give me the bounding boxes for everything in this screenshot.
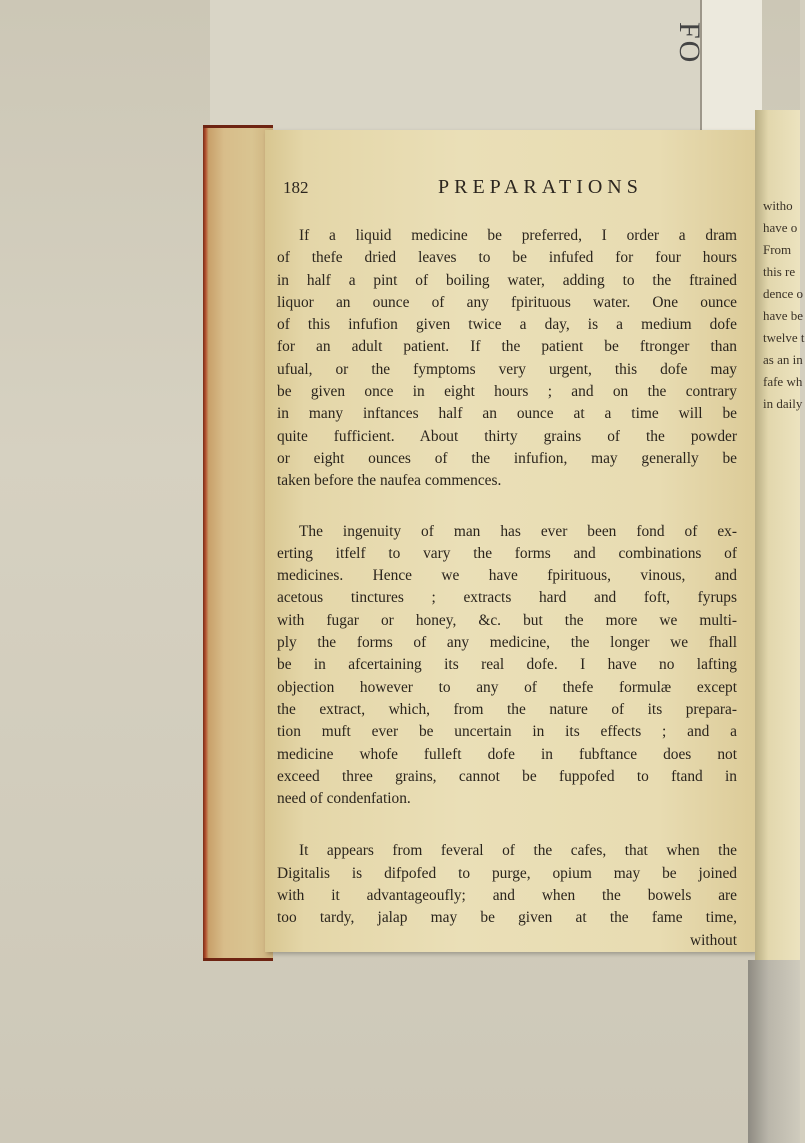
facing-line: this re <box>763 264 796 279</box>
text-line: Digitalis is difpofed to purge, opium may be joined <box>277 864 737 882</box>
facing-line: From <box>763 242 792 257</box>
book-spine <box>203 125 273 961</box>
facing-page-lower-edge <box>748 960 800 1143</box>
running-head <box>283 178 733 202</box>
facing-page <box>755 110 805 970</box>
paragraph-2 <box>277 521 737 811</box>
text-line: with fugar or honey, &c. but the more we multi- <box>277 611 737 629</box>
text-line: of thefe dried leaves to be infufed for four hours <box>277 249 737 267</box>
facing-line: have be <box>763 308 804 323</box>
facing-line: witho <box>763 198 793 213</box>
text-line: exceed three grains, cannot be fuppofed to ftand in <box>277 767 737 785</box>
facing-page-text <box>763 195 805 415</box>
text-line: If a liquid medicine be preferred, I order a dram <box>299 227 737 244</box>
facing-line: have o <box>763 220 798 235</box>
text-line: of this infufion given twice a day, is a medium dofe <box>277 316 737 334</box>
text-line: medicine whofe fulleft dofe in fubftance does not <box>277 745 737 763</box>
top-tab-text: FO <box>673 22 706 65</box>
text-line: acetous tinctures ; extracts hard and foft, fyrups <box>277 589 737 607</box>
facing-line: in daily <box>763 396 803 411</box>
facing-line: as an in <box>763 352 803 367</box>
text-line: liquor an ounce of any fpirituous water. One ounce <box>277 293 737 311</box>
page-number: 182 <box>283 178 309 197</box>
text-line: The ingenuity of man has ever been fond of ex- <box>299 522 737 540</box>
running-head-title: PREPARATIONS <box>438 176 643 198</box>
text-line: medicines. Hence we have fpirituous, vinous, and <box>277 567 737 585</box>
top-tab <box>700 0 762 140</box>
text-line: for an adult patient. If the patient be ftronger than <box>277 338 737 356</box>
text-line: It appears from feveral of the cafes, that when the <box>299 842 737 860</box>
text-line: in many inftances half an ounce at a time will be <box>277 405 737 423</box>
text-line: quite fufficient. About thirty grains of the powder <box>277 427 737 445</box>
text-line: too tardy, jalap may be given at the fame time, <box>277 909 737 927</box>
catchword: without <box>689 931 737 949</box>
facing-line: fafe wh <box>763 374 803 389</box>
text-line: or eight ounces of the infufion, may generally be <box>277 449 737 467</box>
page-text-block <box>277 225 737 952</box>
text-line: ply the forms of any medicine, the longer we fhall <box>277 634 737 652</box>
text-line: tion muft ever be uncertain in its effects ; and a <box>277 723 737 741</box>
text-line: be in afcertaining its real dofe. I have no lafting <box>277 656 737 674</box>
text-line: ufual, or the fymptoms very urgent, this dofe may <box>277 360 737 378</box>
facing-line: twelve t <box>763 330 805 345</box>
facing-line: dence o <box>763 286 804 301</box>
text-line: be given once in eight hours ; and on the contrary <box>277 383 737 401</box>
text-line: with it advantageoufly; and when the bowels are <box>277 887 737 905</box>
paragraph-3 <box>277 840 737 951</box>
paragraph-1 <box>277 225 737 493</box>
text-line: need of condenfation. <box>277 790 411 808</box>
text-line: in half a pint of boiling water, adding to the ftrained <box>277 271 737 289</box>
text-line: objection however to any of thefe formulæ except <box>277 678 737 696</box>
backing-sheet <box>210 0 757 140</box>
text-line: the extract, which, from the nature of its prepara- <box>277 700 737 718</box>
text-line: erting itfelf to vary the forms and combinations of <box>277 544 737 562</box>
text-line: taken before the naufea commences. <box>277 472 502 490</box>
